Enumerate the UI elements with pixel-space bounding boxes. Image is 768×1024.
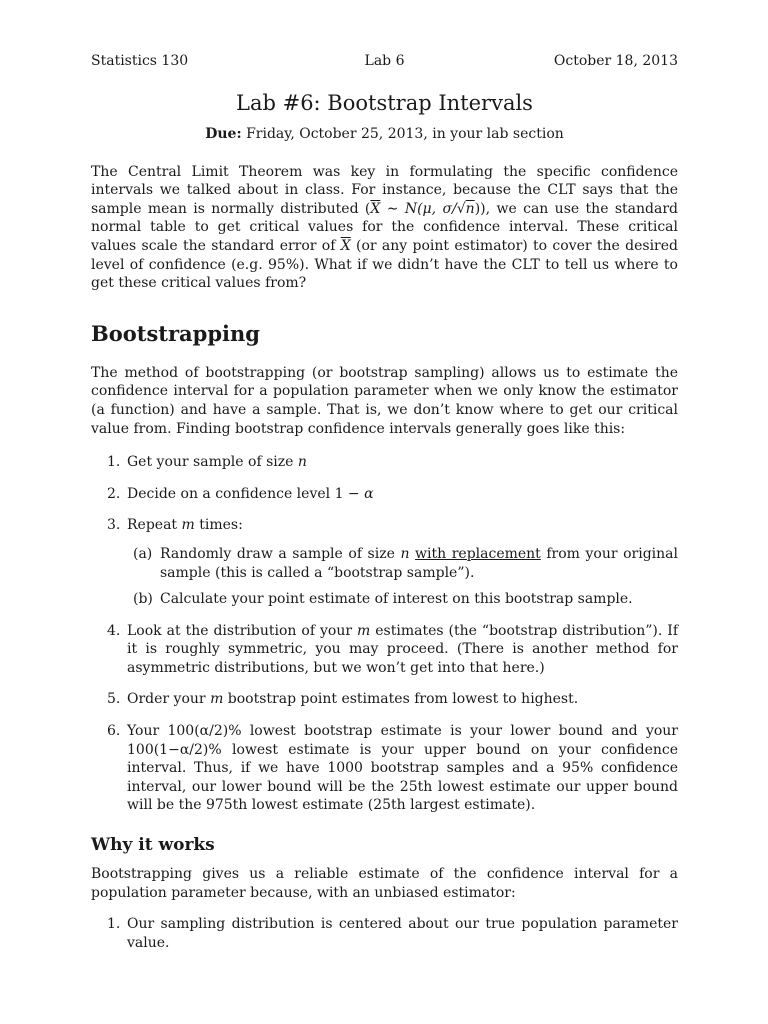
step-math: m [181,517,195,534]
list-number: 6. [107,723,121,740]
header-date: October 18, 2013 [553,53,678,69]
step-text: Get your sample of size [127,454,298,471]
step-text: Repeat [127,517,182,534]
sub-list-item [127,590,678,609]
step-text: Your 100(α/2)% lowest bootstrap estimate is your lower bound and your 100(1−α/2)% lowest estimate is your upper bound on your confidence interval. Thus, if we have 1000 bootstrap samples and a 95% confidence interval, our lower bound will be the 25th lowest estimate our upper bound will be the 975th lowest estimate (25th largest estimate). [127,723,678,814]
list-number: 3. [107,517,121,534]
sub-list-item [127,545,678,582]
list-number: 5. [107,691,121,708]
course-name: Statistics 130 [91,53,189,69]
lab-number: Lab 6 [364,53,405,69]
sub-list [127,545,678,609]
step-text: Decide on a confidence level 1 − [127,485,365,502]
sub-list-number: (a) [133,545,153,562]
list-item [91,690,678,709]
step-text-after: bootstrap point estimates from lowest to highest. [223,691,579,708]
list-item [91,453,678,472]
list-item [91,915,678,952]
sub-list-number: (b) [133,591,153,608]
step-math: α [364,485,374,502]
why-item-text: Our sampling distribution is centered about our true population parameter value. [127,916,678,951]
substep-math: n [400,545,410,562]
step-text-after: times: [194,517,243,534]
why-paragraph: Bootstrapping gives us a reliable estimate of the confidence interval for a population parameter because, with an unbiased estimator: [91,866,678,901]
underlined-phrase: with replacement [415,545,541,562]
intro-text-2: )), we can use the standard normal table to get critical values for the confidence interval. These critical values scale the standard error of [91,200,678,254]
sqrt-n: n [465,200,475,217]
step-math: m [210,691,224,708]
due-text: Friday, October 25, 2013, in your lab section [246,126,564,142]
intro-paragraph [91,163,678,293]
substep-text: Randomly draw a sample of size [160,545,401,562]
list-number: 1. [107,454,121,471]
list-number: 1. [107,916,121,933]
xbar-symbol-2: $\overline{X}$ [340,237,351,254]
xbar-symbol: $\overline{X}$ [370,200,381,217]
step-math: n [297,454,307,471]
bootstrapping-paragraph: The method of bootstrapping (or bootstrap sampling) allows us to estimate the confidence interval for a population parameter when we only know the estimator (a function) and have a sample. That is, we don’t know where to get our critical value from. Finding bootstrap confidence intervals generally goes like this: [91,364,678,437]
procedure-list [91,453,678,815]
list-item [91,485,678,504]
intro-text-1: The Central Limit Theorem was key in formulating the specific confidence intervals we talked about in class. For instance, because the CLT says that the sample mean is normally distributed ( [91,163,678,217]
page-header [91,52,678,72]
list-number: 4. [107,622,121,639]
list-number: 2. [107,485,121,502]
step-text: Look at the distribution of your [127,622,358,639]
due-line [91,125,678,144]
substep-text-after: from your original sample (this is called a “bootstrap sample”). [160,545,678,581]
step-math: m [357,622,371,639]
due-label: Due: [205,126,242,142]
why-list [91,915,678,952]
list-item [91,722,678,815]
section-heading-bootstrapping: Bootstrapping [91,320,260,346]
document-title: Lab #6: Bootstrap Intervals [236,91,533,115]
step-text: Order your [127,691,211,708]
subsection-heading-why-it-works: Why it works [91,835,215,856]
substep-text: Calculate your point estimate of interest on this bootstrap sample. [160,591,633,608]
list-item [91,516,678,608]
step-text-after: estimates (the “bootstrap distribution”). If it is roughly symmetric, you may proceed. (There is another method for asymmetric distributions, but we won’t get into that here.) [127,622,679,676]
intro-text-3: (or any point estimator) to cover the desired level of confidence (e.g. 95%). What if we didn’t have the CLT to tell us where to get these critical values from? [91,237,678,292]
list-item [91,622,678,678]
normal-dist-expr: ∼ N(μ, σ/√ [380,200,466,217]
